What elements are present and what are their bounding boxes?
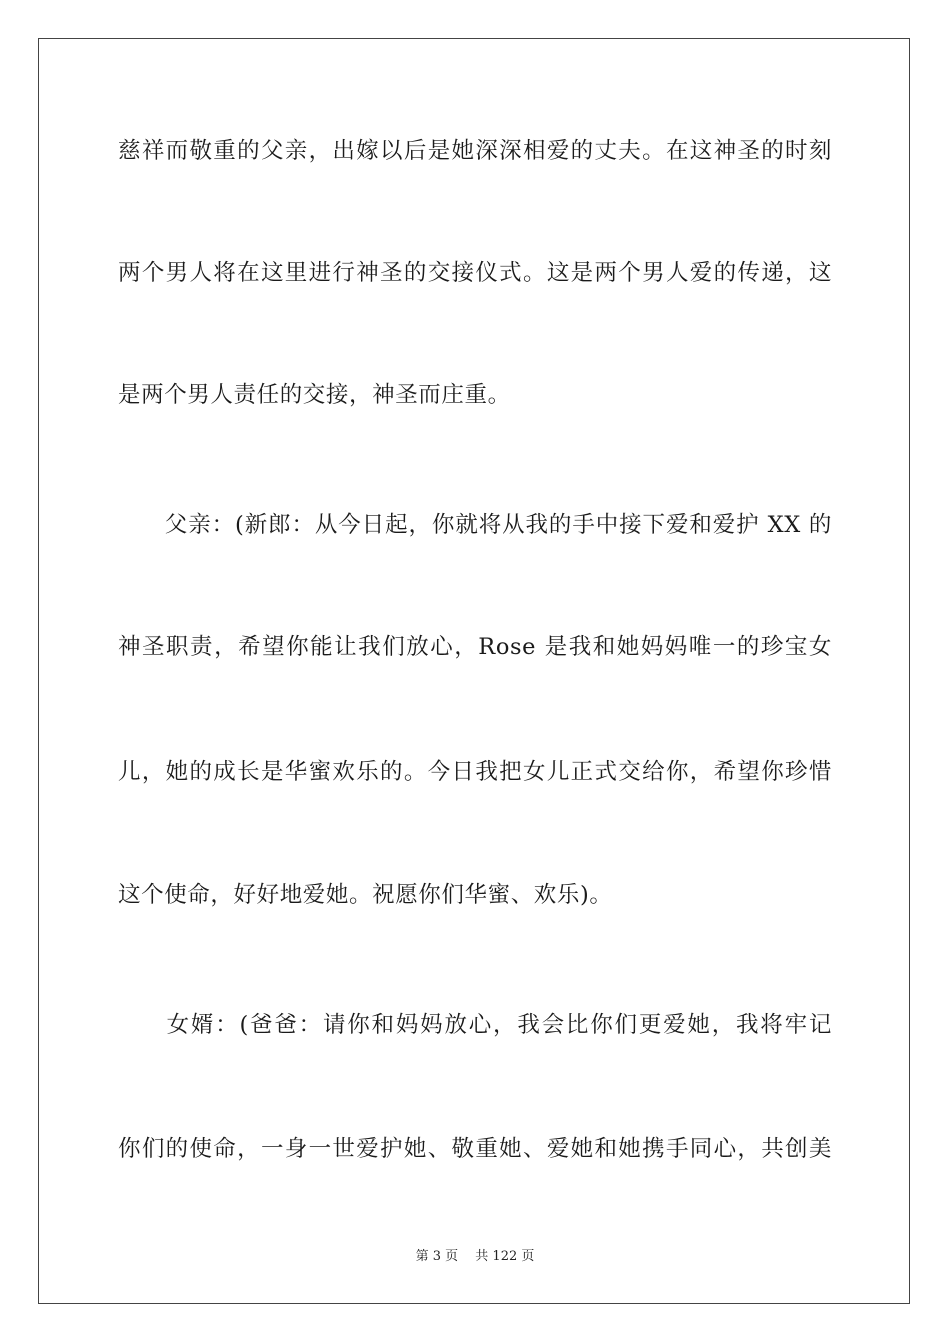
paragraph-line-4: 父亲：(新郎：从今日起，你就将从我的手中接下爱和爱护 XX 的 — [118, 512, 832, 538]
paragraph-line-2: 两个男人将在这里进行神圣的交接仪式。这是两个男人爱的传递，这 — [118, 260, 832, 286]
paragraph-line-8: 女婿：(爸爸：请你和妈妈放心，我会比你们更爱她，我将牢记 — [118, 1012, 832, 1038]
paragraph-line-1: 慈祥而敬重的父亲，出嫁以后是她深深相爱的丈夫。在这神圣的时刻 — [118, 138, 832, 164]
paragraph-line-6: 儿，她的成长是华蜜欢乐的。今日我把女儿正式交给你，希望你珍惜 — [118, 759, 832, 785]
paragraph-line-9: 你们的使命，一身一世爱护她、敬重她、爱她和她携手同心，共创美 — [118, 1136, 832, 1162]
page-border — [38, 38, 910, 1304]
page-number-footer: 第 3 页 共 122 页 — [415, 1249, 535, 1264]
paragraph-line-3: 是两个男人责任的交接，神圣而庄重。 — [118, 382, 511, 408]
paragraph-line-5: 神圣职责，希望你能让我们放心，Rose 是我和她妈妈唯一的珍宝女 — [118, 634, 832, 660]
paragraph-line-7: 这个使命，好好地爱她。祝愿你们华蜜、欢乐)。 — [118, 882, 613, 908]
